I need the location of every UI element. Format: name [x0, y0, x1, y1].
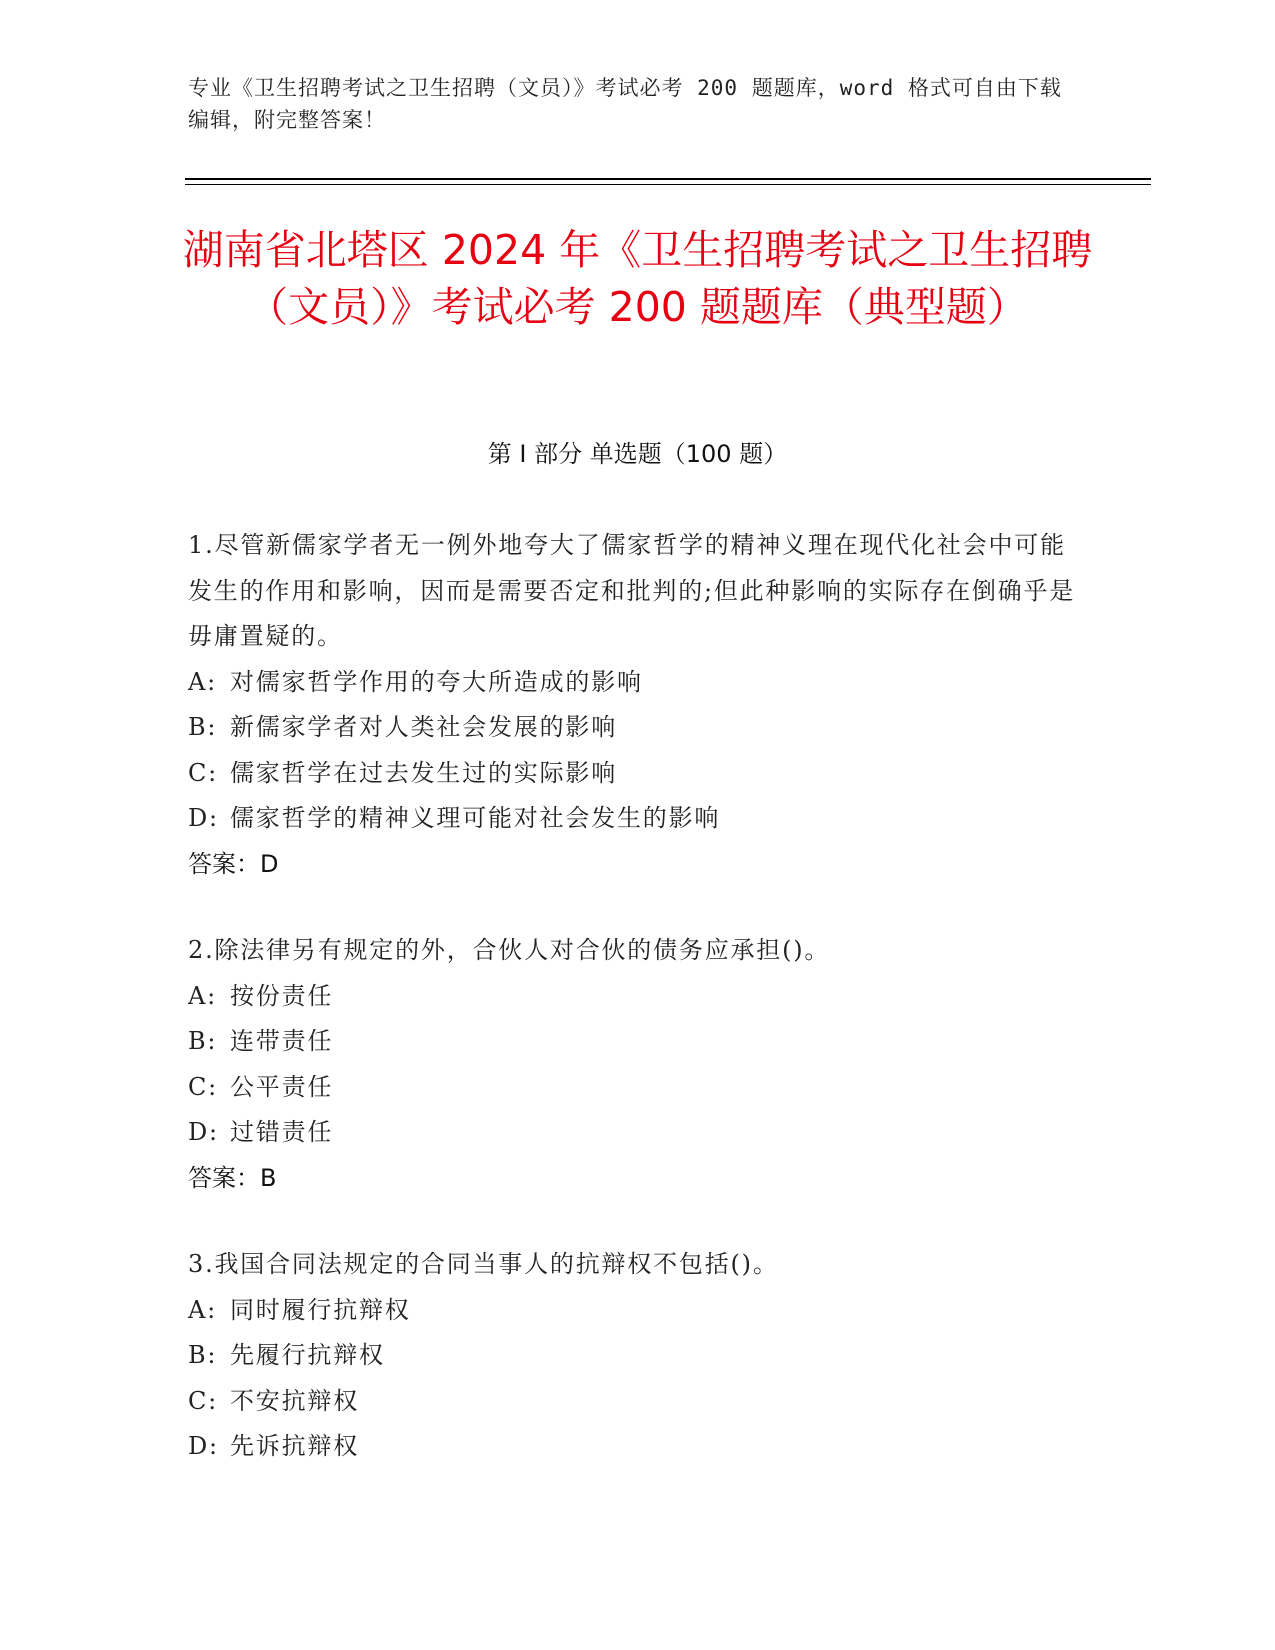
question-3 [188, 1242, 1088, 1470]
option-text: 儒家哲学的精神义理可能对社会发生的影响 [230, 804, 721, 832]
question-1 [188, 523, 1088, 887]
option-letter: D: [188, 1432, 219, 1460]
header-divider-top [185, 178, 1151, 180]
section-heading: 第 I 部分 单选题（100 题） [487, 440, 788, 468]
option-d [188, 1424, 1088, 1470]
question-stem: 2.除法律另有规定的外，合伙人对合伙的债务应承担()。 [188, 936, 831, 964]
option-text: 先履行抗辩权 [230, 1341, 385, 1369]
option-c [188, 1065, 1088, 1111]
option-d [188, 1110, 1088, 1156]
option-text: 连带责任 [230, 1027, 334, 1055]
option-letter: B: [188, 713, 218, 741]
option-a [188, 660, 1088, 706]
question-stem: 3.我国合同法规定的合同当事人的抗辩权不包括()。 [188, 1250, 779, 1278]
option-letter: C: [188, 1386, 219, 1415]
option-text: 先诉抗辩权 [230, 1432, 359, 1460]
option-text: 过错责任 [230, 1118, 334, 1146]
option-text: 按份责任 [230, 981, 334, 1010]
question-2 [188, 928, 1088, 1201]
question-list [188, 523, 1088, 1511]
option-a [188, 1288, 1088, 1334]
option-letter: A: [188, 1295, 218, 1324]
option-letter: D: [188, 804, 219, 832]
header-note: 专业《卫生招聘考试之卫生招聘（文员）》考试必考 200 题题库，word 格式可自由下载编辑，附完整答案！ [188, 76, 1062, 132]
document-title: 湖南省北塔区 2024 年《卫生招聘考试之卫生招聘（文员）》考试必考 200 题题库（典型题） [182, 226, 1093, 331]
option-letter: C: [188, 1072, 219, 1101]
option-letter: B: [188, 1027, 218, 1055]
answer-line: 答案：B [188, 1163, 277, 1192]
option-letter: D: [188, 1118, 219, 1146]
option-text: 公平责任 [230, 1072, 334, 1101]
option-b [188, 1019, 1088, 1065]
option-text: 对儒家哲学作用的夸大所造成的影响 [230, 667, 643, 696]
option-text: 不安抗辩权 [230, 1386, 359, 1415]
option-a [188, 974, 1088, 1020]
option-c [188, 1379, 1088, 1425]
option-letter: C: [188, 758, 219, 787]
option-letter: A: [188, 981, 218, 1010]
option-b [188, 1333, 1088, 1379]
question-stem: 1.尽管新儒家学者无一例外地夸大了儒家哲学的精神义理在现代化社会中可能发生的作用和影响，因而是需要否定和批判的;但此种影响的实际存在倒确乎是毋庸置疑的。 [188, 531, 1076, 650]
option-b [188, 705, 1088, 751]
option-letter: B: [188, 1341, 218, 1369]
option-d [188, 796, 1088, 842]
option-text: 同时履行抗辩权 [230, 1295, 411, 1324]
header-divider-bottom [185, 184, 1151, 185]
option-text: 新儒家学者对人类社会发展的影响 [230, 713, 617, 741]
answer-line: 答案：D [188, 849, 279, 878]
option-text: 儒家哲学在过去发生过的实际影响 [230, 758, 617, 787]
option-letter: A: [188, 667, 218, 696]
option-c [188, 751, 1088, 797]
